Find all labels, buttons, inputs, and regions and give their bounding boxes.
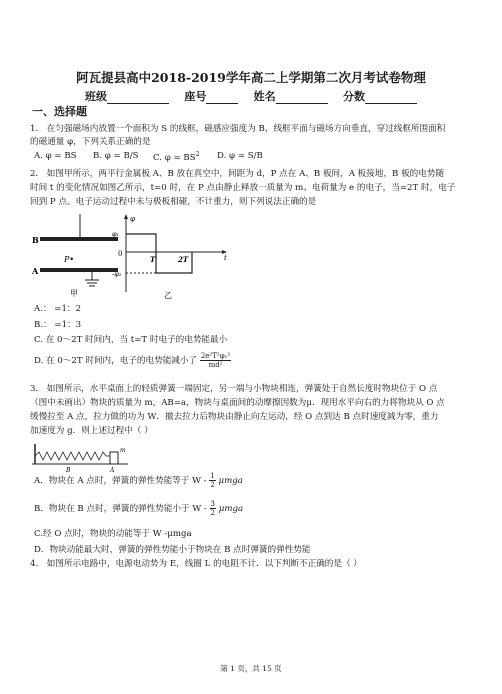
q2-figure-graph <box>112 212 232 300</box>
axis-t: t <box>224 254 227 262</box>
q1-option-d[interactable]: D. φ = S/B <box>217 151 263 161</box>
q3-option-a[interactable]: A．物块在 A 点时，弹簧的弹性势能等于 W - $\frac{1}{2}$ μmga <box>34 472 243 489</box>
score-blank[interactable] <box>365 91 417 104</box>
page-footer: 第 1 页，共 15 页 <box>220 664 282 673</box>
q1-option-b[interactable]: B. φ = B/S <box>93 151 139 161</box>
q2-option-b[interactable]: B.： =1：3 <box>34 320 82 330</box>
label-b: B <box>32 235 39 245</box>
q2-option-d-fraction: $\frac{\text{2e²T²φ₁²}}{\text{md²}}$ <box>200 352 231 369</box>
tick-zero: 0 <box>118 250 123 258</box>
q2-option-c[interactable]: C. 在 0～2T 时间内，当 t=T 时电子的电势能最小 <box>34 335 228 345</box>
label-a: A <box>32 266 39 276</box>
plate-a <box>40 268 118 272</box>
q2-option-a[interactable]: A.： =1：2 <box>34 304 81 314</box>
q3-line1: 3． 如图所示，水平桌面上的轻质弹簧一端固定，另一端与小物块相连，弹簧处于自然长度时物块位于 O 点 <box>30 384 438 394</box>
q2-line2: 时间 t 的变化情况如图乙所示，t=0 时，在 P 点由静止释放一质量为 m、电荷量为 e 的电子，当=2T 时，电子 <box>30 183 456 193</box>
seat-blank[interactable] <box>206 91 238 104</box>
student-info-line <box>0 88 502 104</box>
q1-option-a[interactable]: A. φ = BS <box>34 151 77 161</box>
spring-coil <box>35 452 110 460</box>
score-label: 分数 <box>342 90 365 103</box>
caption-jia: 甲 <box>70 289 78 297</box>
tick-T: T <box>150 255 156 264</box>
q3-option-b[interactable]: B．物块在 B 点时，弹簧的弹性势能小于 W - $\frac{3}{2}$ μmga <box>34 500 244 517</box>
label-p: P• <box>64 255 75 264</box>
q3-option-a-fraction: $\frac{1}{2}$ <box>210 472 215 489</box>
block <box>110 452 118 464</box>
name-label: 姓名 <box>253 90 276 103</box>
label-a: A <box>110 467 115 474</box>
class-label: 班级 <box>85 90 107 103</box>
q3-option-b-fraction: $\frac{3}{2}$ <box>210 500 215 517</box>
q1-option-c[interactable]: C. $\varphi = BS^2$ <box>153 151 200 163</box>
plate-b <box>40 237 118 241</box>
axis-phi: φ <box>130 215 135 223</box>
q1-line2: 的磁通量 φ，下列关系正确的是 <box>30 137 151 147</box>
label-m: m <box>120 447 126 454</box>
q1-line1: 1． 在匀强磁场内放置一个面积为 S 的线框，磁感应强度为 B，线框平面与磁场方向垂直，穿过线框所围面积 <box>30 124 446 134</box>
q3-line2: （图中未画出）物块的质量为 m，AB=a，物块与桌面间的动摩擦因数为μ．现用水平向右的力将物块从 O 点 <box>30 398 445 408</box>
name-blank[interactable] <box>276 91 328 104</box>
q3-option-d[interactable]: D．物块动能最大时，弹簧的弹性势能小于物块在 B 点时弹簧的弹性势能 <box>34 545 311 555</box>
q3-option-c[interactable]: C.经 O 点时，物块的动能等于 W -μmga <box>34 529 192 539</box>
class-blank[interactable] <box>107 91 169 104</box>
q4-line1: 4． 如图所示电路中，电源电动势为 E，线圈 L 的电阻不计．以下判断不正确的是（ ） <box>30 559 362 569</box>
exam-title: 阿瓦提县高中2018-2019学年高二上学期第二次月考试卷物理 <box>76 70 426 85</box>
q3-line3: 缓慢拉至 A 点，拉力做的功为 W．撤去拉力后物块由静止向左运动，经 O 点到达 B 点时速度减为零，重力 <box>30 412 439 422</box>
q3-figure-spring <box>32 444 132 474</box>
section-title: 一、选择题 <box>32 105 87 118</box>
seat-label: 座号 <box>184 90 207 103</box>
q3-line4: 加速度为 g．则上述过程中（ ） <box>30 426 153 436</box>
tick-phi1: φ₁ <box>112 230 120 238</box>
tick-2T: 2T <box>178 255 189 264</box>
q2-line3: 回到 P 点。电子运动过程中未与极板相碰，不计重力，则下列说法正确的是 <box>30 197 317 207</box>
q2-line1: 2． 如图甲所示，两平行金属板 A、B 放在真空中，间距为 d，P 点在 A、B 板间，A 板接地，B 板的电势随 <box>30 169 445 179</box>
tick-phi2: -φ₂ <box>112 270 122 278</box>
caption-yi: 乙 <box>164 291 172 300</box>
q2-option-d[interactable]: D. 在 0～2T 时间内，电子的电势能减小了 $\frac{\text{2e²T²φ₁²}}{\text{md²}}$ <box>34 352 231 369</box>
label-b: B <box>66 467 71 474</box>
